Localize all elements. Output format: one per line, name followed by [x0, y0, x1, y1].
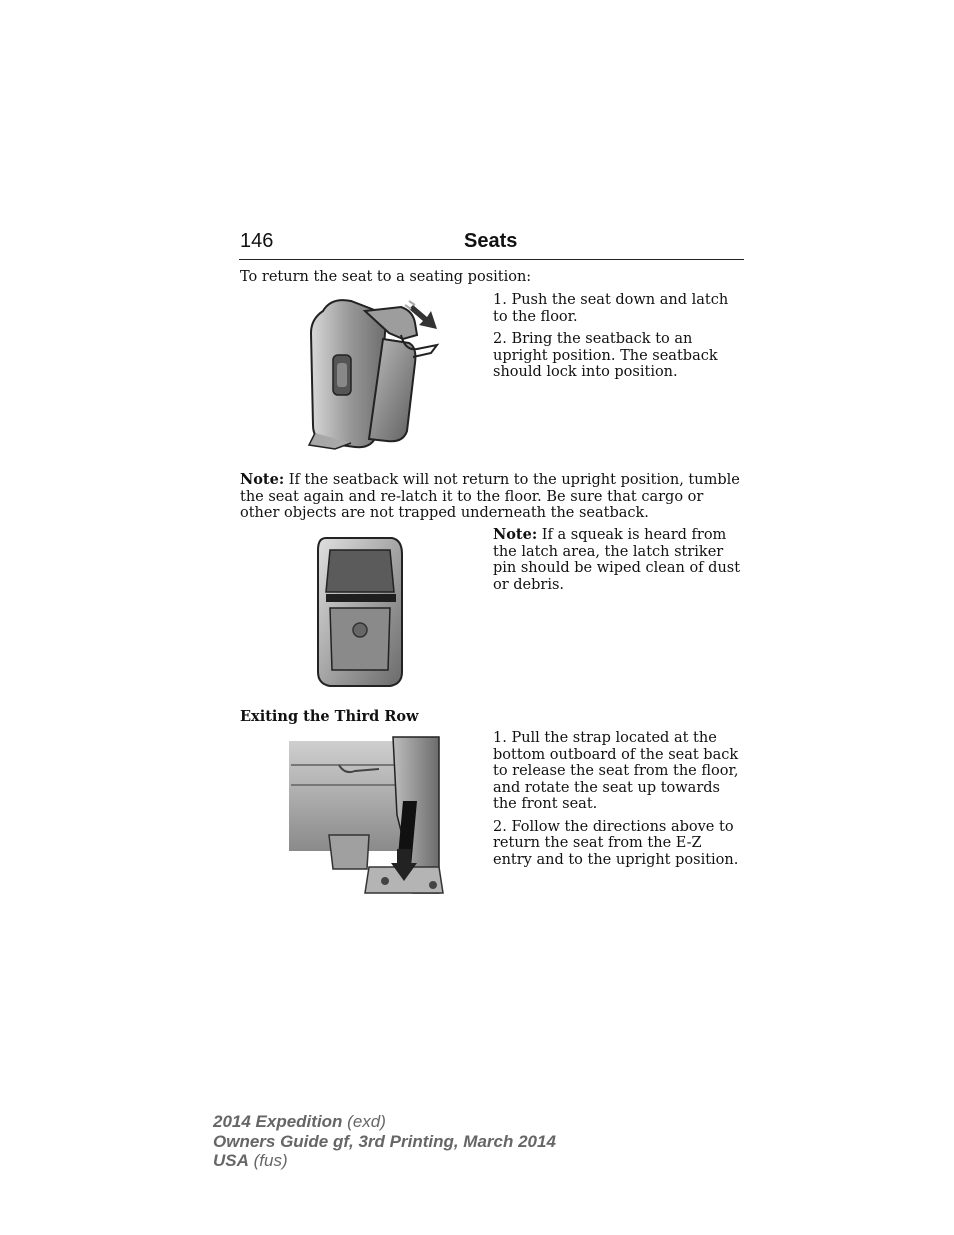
footer-region-code: (fus)	[248, 1151, 288, 1170]
exiting-step-1: 1. Pull the strap located at the bottom outboard of the seat back to release the seat from the floor, and rotate the seat up towards the front seat.	[493, 730, 739, 812]
page-number: 146	[240, 230, 274, 252]
return-step-2: 2. Bring the seatback to an upright position. The seatback should lock into position.	[493, 331, 718, 380]
exiting-steps	[493, 730, 745, 874]
header-divider	[239, 259, 744, 260]
footer-region: USA	[213, 1151, 249, 1170]
footer-model-line	[213, 1112, 556, 1132]
section-title: Seats	[464, 230, 518, 252]
note-text: If the seatback will not return to the upright position, tumble the seat again and re-latch it to the floor. Be sure that cargo or other objects are not trapped underneath the seatback.	[240, 472, 740, 521]
note-label: Note:	[240, 471, 285, 488]
latch-striker-illustration	[316, 536, 404, 688]
seat-latch-illustration	[305, 293, 445, 455]
note-text: If a squeak is heard from the latch area, the latch striker pin should be wiped clean of dust or debris.	[493, 527, 741, 593]
footer-region-line	[213, 1151, 556, 1171]
note-label: Note:	[493, 526, 538, 543]
exiting-step-2: 2. Follow the directions above to return the seat from the E-Z entry and to the upright position.	[493, 818, 739, 868]
footer-model: 2014 Expedition	[213, 1112, 343, 1131]
intro-text: To return the seat to a seating position:	[240, 269, 532, 285]
note-squeak	[493, 527, 745, 593]
exiting-heading: Exiting the Third Row	[240, 708, 419, 725]
note-seatback	[240, 472, 745, 522]
footer-model-code: (exd)	[342, 1112, 386, 1131]
return-step-1: 1. Push the seat down and latch to the floor.	[493, 292, 729, 325]
strap-release-illustration	[289, 735, 445, 895]
footer-guide-line	[213, 1132, 556, 1152]
footer-guide: Owners Guide gf, 3rd Printing, March 2014	[213, 1131, 556, 1151]
footer	[213, 1112, 556, 1171]
return-steps	[493, 292, 745, 387]
